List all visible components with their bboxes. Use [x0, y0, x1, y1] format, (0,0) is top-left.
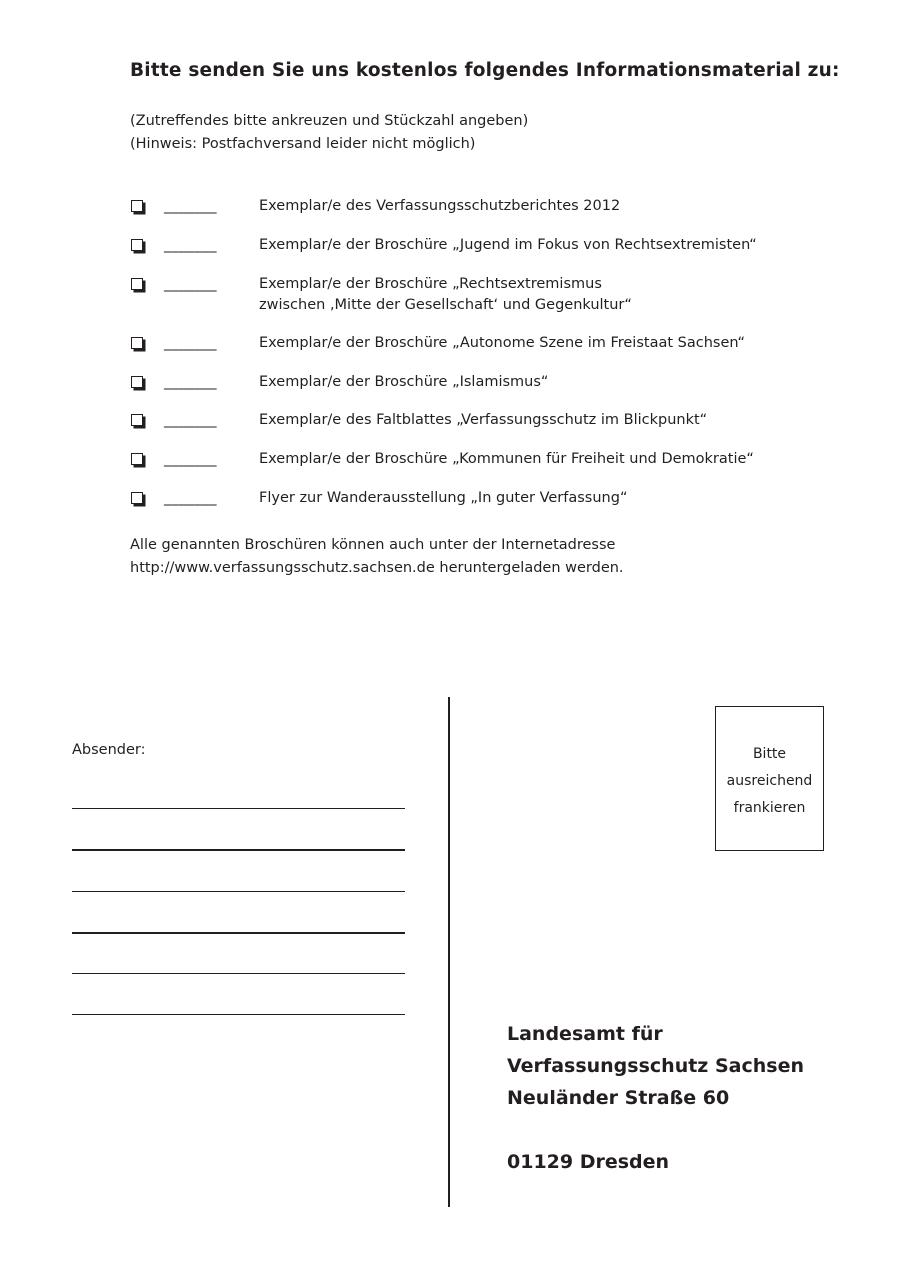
checkbox[interactable] — [131, 337, 143, 349]
postcard-divider — [448, 697, 450, 1207]
quantity-blank[interactable]: _______ — [164, 490, 217, 506]
sender-line[interactable] — [72, 808, 405, 809]
quantity-blank[interactable]: _______ — [164, 198, 217, 214]
order-item-label: Exemplar/e des Faltblattes „Verfassungsschutz im Blickpunkt“ — [259, 412, 708, 428]
quantity-blank[interactable]: _______ — [164, 374, 217, 390]
quantity-blank[interactable]: _______ — [164, 412, 217, 428]
quantity-blank[interactable]: _______ — [164, 276, 217, 292]
checkbox[interactable] — [131, 200, 143, 212]
address-line: Verfassungsschutz Sachsen — [507, 1055, 804, 1077]
order-item-label: Exemplar/e der Broschüre „Jugend im Fokus von Rechtsextremisten“ — [259, 237, 757, 253]
sender-line[interactable] — [72, 891, 405, 892]
stamp-text: frankieren — [733, 800, 806, 816]
instruction-line: (Zutreffendes bitte ankreuzen und Stückzahl angeben) — [130, 113, 529, 129]
order-item-label: Exemplar/e der Broschüre „Autonome Szene im Freistaat Sachsen“ — [259, 335, 746, 351]
address-line: Neuländer Straße 60 — [507, 1087, 730, 1109]
checkbox[interactable] — [131, 414, 143, 426]
checkbox[interactable] — [131, 239, 143, 251]
order-item-label: Exemplar/e der Broschüre „Rechtsextremismus zwischen ‚Mitte der Gesellschaft‘ und Gegenkultur“ — [259, 276, 632, 313]
quantity-blank[interactable]: _______ — [164, 451, 217, 467]
sender-line[interactable] — [72, 973, 405, 974]
sender-line[interactable] — [72, 849, 405, 851]
checkbox[interactable] — [131, 376, 143, 388]
order-item-label: Exemplar/e der Broschüre „Islamismus“ — [259, 374, 549, 390]
recipient-address — [507, 1018, 804, 1178]
checkbox[interactable] — [131, 492, 143, 504]
checkbox[interactable] — [131, 278, 143, 290]
quantity-blank[interactable]: _______ — [164, 237, 217, 253]
quantity-blank[interactable]: _______ — [164, 335, 217, 351]
instruction-line: (Hinweis: Postfachversand leider nicht möglich) — [130, 136, 476, 152]
checkbox[interactable] — [131, 453, 143, 465]
sender-line[interactable] — [72, 932, 405, 934]
stamp-box — [715, 706, 824, 851]
order-item-label: Exemplar/e des Verfassungsschutzberichtes 2012 — [259, 198, 621, 214]
address-line: Landesamt für — [507, 1023, 663, 1045]
address-city: 01129 Dresden — [507, 1151, 670, 1173]
download-note: Alle genannten Broschüren können auch unter der Internetadresse http://www.verfassungsschutz.sachsen.de heruntergeladen werden. — [130, 537, 624, 576]
stamp-text: ausreichend — [726, 773, 813, 789]
sender-line[interactable] — [72, 1014, 405, 1015]
order-form-heading: Bitte senden Sie uns kostenlos folgendes Informationsmaterial zu: — [130, 60, 840, 81]
sender-label: Absender: — [72, 742, 146, 758]
stamp-text: Bitte — [752, 746, 787, 762]
instructions — [130, 110, 528, 156]
order-item-label: Exemplar/e der Broschüre „Kommunen für Freiheit und Demokratie“ — [259, 451, 754, 467]
order-item-label: Flyer zur Wanderausstellung „In guter Verfassung“ — [259, 490, 628, 506]
